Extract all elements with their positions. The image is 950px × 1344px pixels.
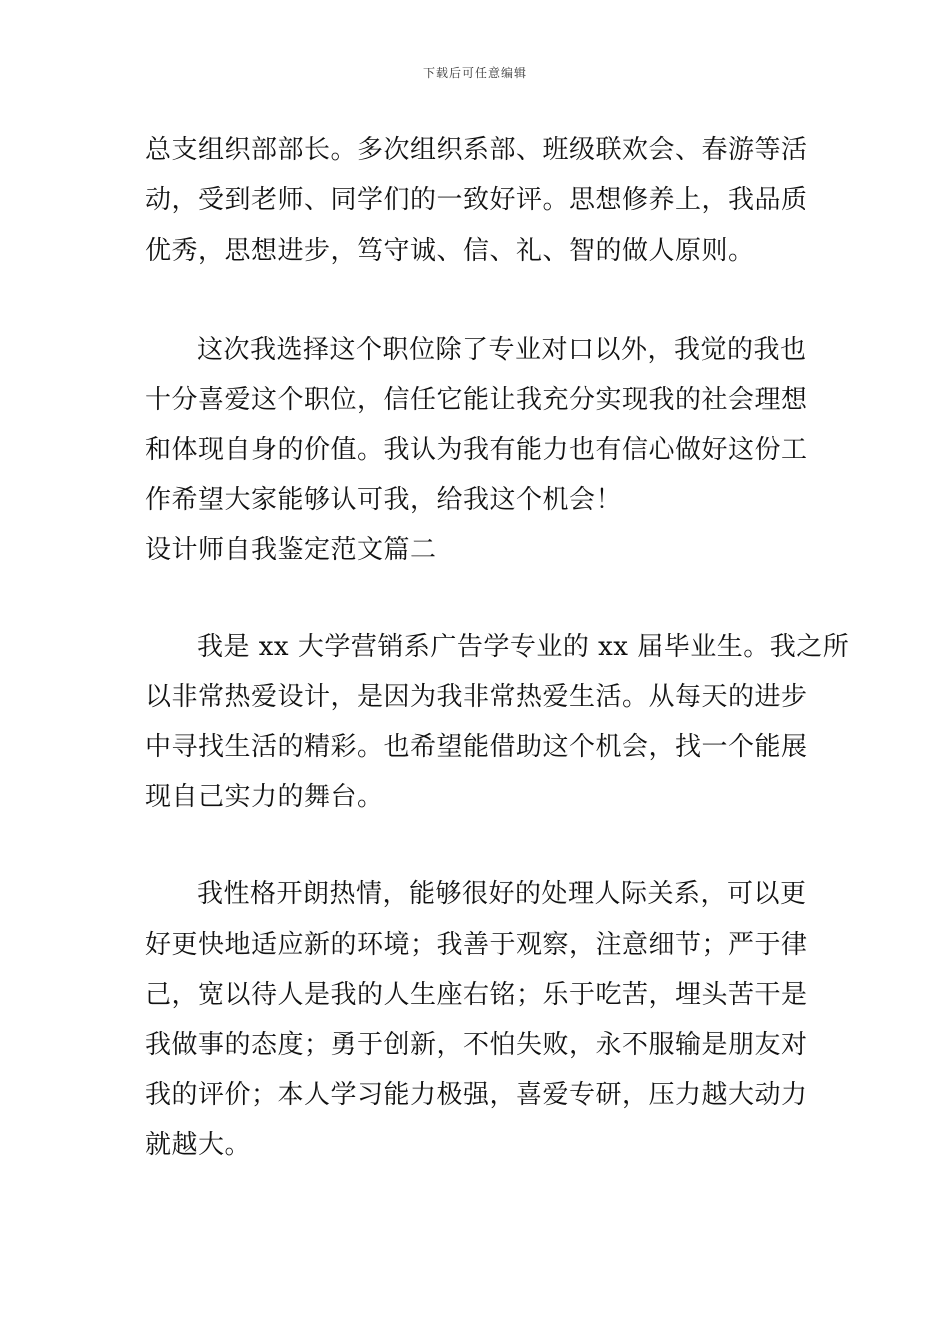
paragraph-2-line-4: 作希望大家能够认可我，给我这个机会！ (145, 485, 623, 515)
paragraph-2-line-1: 这次我选择这个职位除了专业对口以外，我觉的我也 (197, 335, 807, 365)
paragraph-4-line-4: 我做事的态度；勇于创新，不怕失败，永不服输是朋友对 (145, 1030, 808, 1060)
paragraph-1-line-1: 总支组织部部长。多次组织系部、班级联欢会、春游等活 (145, 135, 808, 165)
paragraph-4-line-3: 己，宽以待人是我的人生座右铭；乐于吃苦，埋头苦干是 (145, 980, 808, 1010)
paragraph-2-line-3: 和体现自身的价值。我认为我有能力也有信心做好这份工 (145, 435, 808, 465)
paragraph-1-line-2: 动，受到老师、同学们的一致好评。思想修养上，我品质 (145, 185, 808, 215)
paragraph-4-line-1: 我性格开朗热情，能够很好的处理人际关系，可以更 (197, 879, 807, 909)
paragraph-4-line-6: 就越大。 (145, 1130, 252, 1160)
section-heading: 设计师自我鉴定范文篇二 (145, 535, 437, 565)
paragraph-3-line-4: 现自己实力的舞台。 (145, 782, 384, 812)
paragraph-4-line-5: 我的评价；本人学习能力极强，喜爱专研，压力越大动力 (145, 1080, 808, 1110)
paragraph-1-line-3: 优秀，思想进步，笃守诚、信、礼、智的做人原则。 (145, 236, 755, 266)
paragraph-4-line-2: 好更快地适应新的环境；我善于观察，注意细节；严于律 (145, 930, 808, 960)
page-header: 下载后可任意编辑 (422, 66, 527, 80)
paragraph-3-line-2: 以非常热爱设计，是因为我非常热爱生活。从每天的进步 (145, 682, 808, 712)
paragraph-3-line-1: 我是 xx 大学营销系广告学专业的 xx 届毕业生。我之所 (197, 632, 850, 662)
paragraph-2-line-2: 十分喜爱这个职位，信任它能让我充分实现我的社会理想 (145, 385, 808, 415)
paragraph-3-line-3: 中寻找生活的精彩。也希望能借助这个机会，找一个能展 (145, 732, 808, 762)
